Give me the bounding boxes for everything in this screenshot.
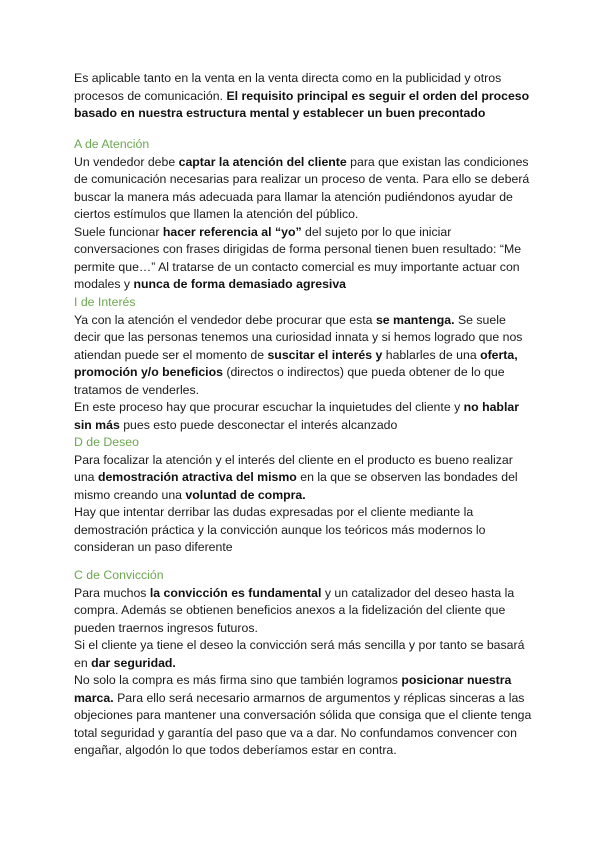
section-atencion: [74, 136, 534, 294]
intro-block: [74, 70, 534, 123]
text-run: del sujeto por lo que iniciar conversaciones con frases dirigidas de forma personal tienen buen resultado: “Me permite que…” Al tratarse de un contacto comercial es muy importante actuar con modales y: [74, 224, 522, 291]
text-run: hablarles de una: [382, 347, 481, 362]
bold-text: posicionar nuestra marca.: [74, 673, 512, 705]
text-run: Un vendedor debe: [74, 154, 179, 169]
bold-text: hacer referencia al “yo”: [162, 224, 302, 239]
bold-text: voluntad de compra.: [185, 487, 306, 502]
section-heading: I de Interés: [74, 295, 136, 309]
bold-text: captar la atención del cliente: [178, 154, 347, 169]
text-run: No solo la compra es más firma sino que también logramos: [74, 673, 402, 687]
text-run: Suele funcionar: [74, 224, 163, 239]
bold-text: dar seguridad.: [91, 655, 176, 670]
text-run: Para ello será necesario armarnos de argumentos y réplicas sinceras a las objeciones para mantener una conversación sólida que consiga que el cliente tenga total seguridad y garantía del paso que va a dar. No confundamos convencer con engañar, algodón lo que todos deberíamos estar en contra.: [74, 690, 532, 757]
section-paragraph: [74, 637, 534, 672]
text-run: en la que se observen las bondades del mismo creando una: [74, 470, 518, 502]
section-paragraph: [74, 672, 534, 760]
text-run: Si el cliente ya tiene el deseo la convicción será más sencilla y por tanto se basará en: [74, 638, 525, 670]
text-run: Para focalizar la atención y el interés del cliente en el producto es bueno realizar una: [74, 452, 513, 484]
bold-text: El requisito principal es seguir el orden del proceso basado en nuestra estructura mental y establecer un buen precontado: [74, 88, 530, 120]
bold-text: demostración atractiva del mismo: [97, 470, 297, 484]
section-interes: [74, 294, 534, 434]
text-run: pues esto puede desconectar el interés alcanzado: [119, 417, 398, 432]
bold-text: la convicción es fundamental: [149, 585, 322, 600]
section-paragraph: [74, 452, 534, 505]
section-paragraph: [74, 154, 534, 224]
bold-text: suscitar el interés y: [267, 347, 383, 362]
text-run: para que existan las condiciones de comunicación necesarias para realizar un proceso de venta. Para ello se deberá buscar la manera más adecuada para llamar la atención pudiéndonos ayudar de ciertos estímulos que llamen la atención del público.: [74, 154, 530, 221]
text-run: (directos o indirectos) que pueda obtener de lo que tratamos de venderles.: [74, 365, 505, 397]
section-heading: D de Deseo: [74, 435, 139, 449]
section-paragraph: [74, 504, 534, 557]
text-run: y un catalizador del deseo hasta la compra. Además se obtienen beneficios anexos a la fidelización del cliente que pueden traernos ingresos futuros.: [74, 585, 515, 635]
section-paragraph: [74, 585, 534, 638]
text-run: Es aplicable tanto en la venta en la venta directa como en la publicidad y otros procesos de comunicación.: [74, 71, 502, 103]
text-run: Para muchos: [74, 585, 150, 600]
section-paragraph: [74, 224, 534, 294]
section-paragraph: [74, 312, 534, 400]
bold-text: oferta, promoción y/o beneficios: [74, 347, 518, 379]
section-heading: A de Atención: [74, 137, 150, 151]
text-run: En este proceso hay que procurar escuchar la inquietudes del cliente y: [74, 400, 464, 414]
section-deseo: [74, 434, 534, 557]
text-run: Hay que intentar derribar las dudas expresadas por el cliente mediante la demostración práctica y la convicción aunque los teóricos más modernos lo consideran un paso diferente: [74, 505, 486, 554]
text-run: Se suele decir que las personas tenemos una curiosidad innata y si hemos logrado que nos atiendan puede ser el momento de: [74, 312, 523, 362]
section-paragraph: [74, 399, 534, 434]
bold-text: se mantenga.: [375, 312, 455, 327]
section-heading: C de Convicción: [74, 568, 164, 582]
text-run: Ya con la atención el vendedor debe procurar que esta: [74, 312, 376, 327]
section-conviccion: [74, 567, 534, 760]
intro-paragraph: [74, 70, 534, 123]
bold-text: no hablar sin más: [74, 400, 519, 432]
bold-text: nunca de forma demasiado agresiva: [133, 277, 347, 291]
